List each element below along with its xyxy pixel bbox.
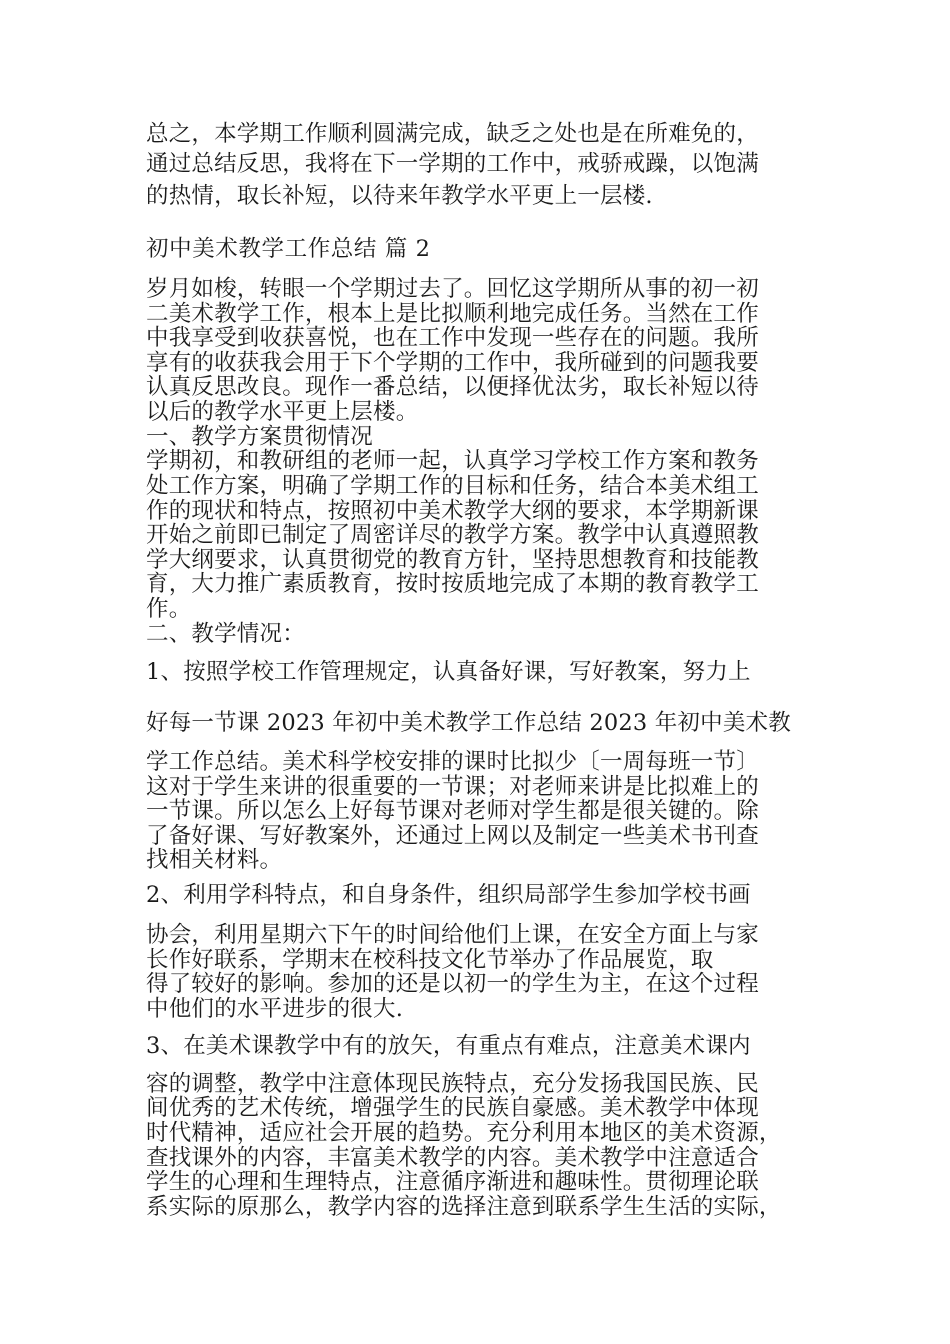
text-line: 长作好联系，学期末在校科技文化节举办了作品展览，取 [146, 947, 714, 973]
text-line: 作。 [146, 596, 192, 622]
text-line: 找相关材料。 [146, 847, 283, 873]
text-line: 岁月如梭，转眼一个学期过去了。回忆这学期所从事的初一初 [146, 276, 759, 302]
text-line: 通过总结反思，我将在下一学期的工作中，戒骄戒躁，以饱满 [146, 151, 759, 177]
text-line: 学期初，和教研组的老师一起，认真学习学校工作方案和教务 [146, 448, 759, 474]
text-line: 时代精神，适应社会开展的趋势。充分利用本地区的美术资源， [146, 1120, 782, 1146]
text-line: 这对于学生来讲的很重要的一节课；对老师来讲是比拟难上的 [146, 774, 759, 800]
text-line: 好每一节课 2023 年初中美术教学工作总结 2023 年初中美术教 [146, 710, 791, 736]
text-line: 协会，利用星期六下午的时间给他们上课，在安全方面上与家 [146, 922, 759, 948]
text-line: 学大纲要求，认真贯彻党的教育方针，坚持思想教育和技能教 [146, 547, 759, 573]
section-title: 初中美术教学工作总结 篇 2 [146, 236, 431, 262]
text-line: 的热情，取长补短，以待来年教学水平更上一层楼. [146, 183, 653, 209]
text-line: 开始之前即已制定了周密详尽的教学方案。教学中认真遵照教 [146, 522, 759, 548]
text-line: 了备好课、写好教案外，还通过上网以及制定一些美术书刊查 [146, 823, 759, 849]
text-line: 处工作方案，明确了学期工作的目标和任务，结合本美术组工 [146, 473, 759, 499]
text-line: 总之，本学期工作顺利圆满完成，缺乏之处也是在所难免的， [146, 121, 759, 147]
text-line: 育，大力推广素质教育，按时按质地完成了本期的教育教学工 [146, 571, 759, 597]
text-line: 认真反思改良。现作一番总结，以便择优汰劣，取长补短以待 [146, 374, 759, 400]
subheading: 一、教学方案贯彻情况 [146, 424, 374, 450]
text-line: 作的现状和特点，按照初中美术教学大纲的要求，本学期新课 [146, 498, 759, 524]
subheading: 二、教学情况： [146, 621, 305, 647]
text-line: 以后的教学水平更上层楼。 [146, 399, 419, 425]
list-item-head: 1、按照学校工作管理规定，认真备好课，写好教案，努力上 [146, 659, 751, 685]
text-line: 二美术教学工作，根本上是比拟顺利地完成任务。当然在工作 [146, 301, 759, 327]
text-line: 享有的收获我会用于下个学期的工作中，我所碰到的问题我要 [146, 350, 759, 376]
text-line: 中我享受到收获喜悦，也在工作中发现一些存在的问题。我所 [146, 325, 759, 351]
text-line: 系实际的原那么，教学内容的选择注意到联系学生生活的实际， [146, 1194, 782, 1220]
text-line: 间优秀的艺术传统，增强学生的民族自豪感。美术教学中体现 [146, 1095, 759, 1121]
text-line: 学生的心理和生理特点，注意循序渐进和趣味性。贯彻理论联 [146, 1169, 759, 1195]
text-line: 查找课外的内容，丰富美术教学的内容。美术教学中注意适合 [146, 1145, 759, 1171]
text-line: 得了较好的影响。参加的还是以初一的学生为主，在这个过程 [146, 971, 759, 997]
list-item-head: 2、利用学科特点，和自身条件，组织局部学生参加学校书画 [146, 882, 751, 908]
list-item-head: 3、在美术课教学中有的放矢，有重点有难点，注意美术课内 [146, 1033, 751, 1059]
text-line: 容的调整，教学中注意体现民族特点，充分发扬我国民族、民 [146, 1071, 759, 1097]
text-line: 中他们的水平进步的很大. [146, 996, 404, 1022]
text-line: 学工作总结。美术科学校安排的课时比拟少〔一周每班一节〕 [146, 749, 759, 775]
text-line: 一节课。所以怎么上好每节课对老师对学生都是很关键的。除 [146, 798, 759, 824]
